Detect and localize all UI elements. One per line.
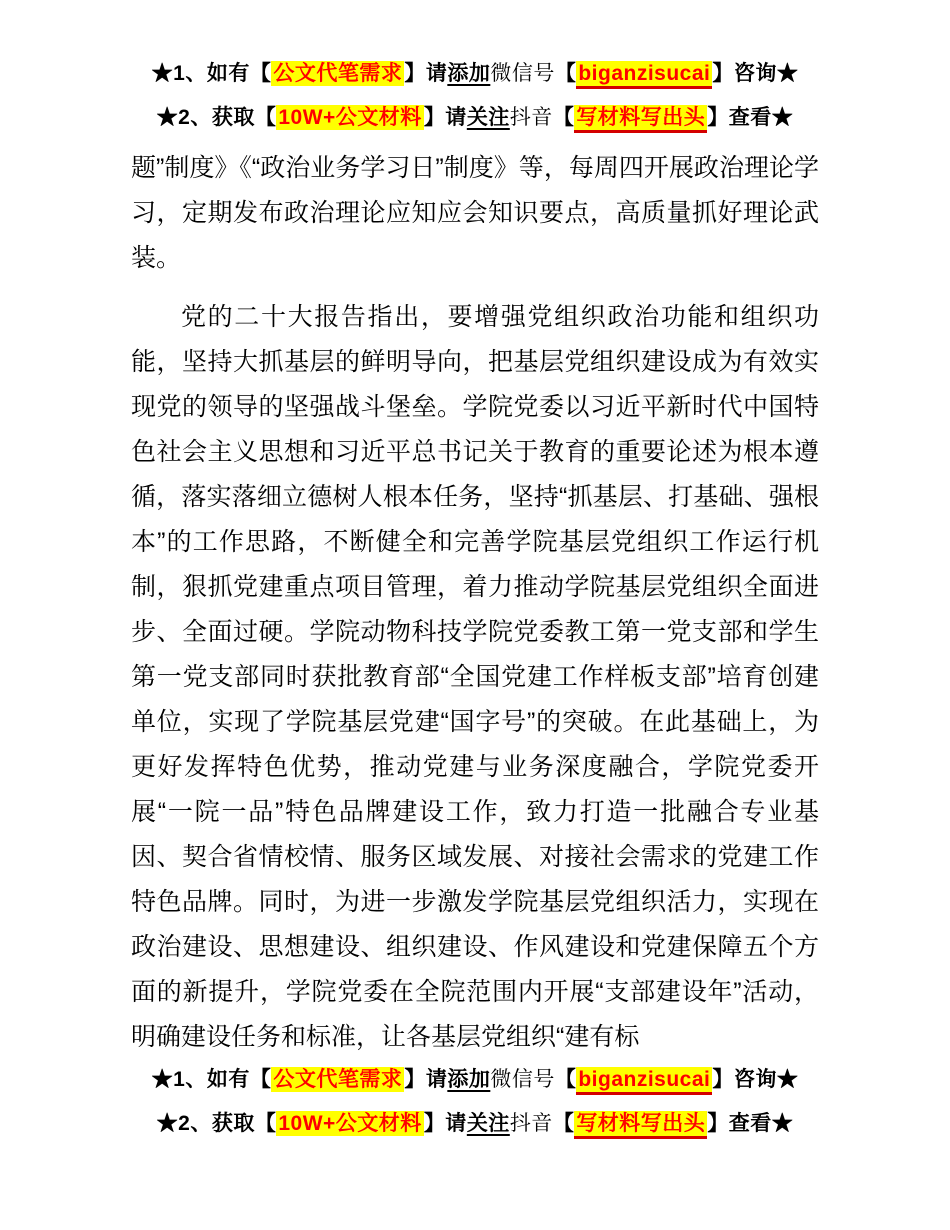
promo1-bracket-open: 【	[554, 1068, 577, 1091]
promo2-prefix: ★2、获取【	[156, 1112, 277, 1135]
promo-line-2	[0, 1110, 950, 1137]
promo2-douyin-label: 抖音	[509, 106, 553, 129]
promo1-add-underlined: 添加	[447, 62, 491, 85]
promo-line-1	[0, 1066, 950, 1093]
promo2-highlight-materials: 10W+公文材料	[278, 106, 422, 129]
promo2-suffix: 】查看★	[707, 106, 794, 129]
paragraph-main: 党的二十大报告指出，要增强党组织政治功能和组织功能，坚持大抓基层的鲜明导向，把基层党组织建设成为有效实现党的领导的坚强战斗堡垒。学院党委以习近平新时代中国特色社会主义思想和习近平总书记关于教育的重要论述为根本遵循，落实落细立德树人根本任务，坚持“抓基层、打基础、强根本”的工作思路，不断健全和完善学院基层党组织工作运行机制，狠抓党建重点项目管理，着力推动学院基层党组织全面进步、全面过硬。学院动物科技学院党委教工第一党支部和学生第一党支部同时获批教育部“全国党建工作样板支部”培育创建单位，实现了学院基层党建“国字号”的突破。在此基础上，为更好发挥特色优势，推动党建与业务深度融合，学院党委开展“一院一品”特色品牌建设工作，致力打造一批融合专业基因、契合省情校情、服务区域发展、对接社会需求的党建工作特色品牌。同时，为进一步激发学院基层党组织活力，实现在政治建设、思想建设、组织建设、作风建设和党建保障五个方面的新提升，学院党委在全院范围内开展“支部建设年”活动，明确建设任务和标准，让各基层党组织“建有标	[131, 303, 819, 1051]
paragraph-continuation: 题”制度》《“政治业务学习日”制度》等，每周四开展政治理论学习，定期发布政治理论应知应会知识要点，高质量抓好理论武装。	[131, 154, 819, 272]
promo2-highlight-account: 写材料写出头	[574, 1111, 707, 1139]
promo2-bracket-open: 【	[552, 1112, 575, 1135]
promo1-highlight-service: 公文代笔需求	[273, 1068, 403, 1091]
document-body	[131, 146, 819, 1058]
promo1-prefix: ★1、如有【	[151, 62, 272, 85]
promo2-follow-underlined: 关注	[466, 106, 510, 129]
promo2-bracket-close: 】请	[423, 1112, 467, 1135]
promo1-highlight-account: biganzisucai	[576, 61, 712, 89]
promo2-follow-underlined: 关注	[466, 1112, 510, 1135]
promo1-suffix: 】咨询★	[712, 62, 799, 85]
promo2-suffix: 】查看★	[707, 1112, 794, 1135]
promo-line-2	[0, 104, 950, 131]
promo2-highlight-materials: 10W+公文材料	[278, 1112, 422, 1135]
promo2-bracket-open: 【	[552, 106, 575, 129]
promo1-highlight-service: 公文代笔需求	[273, 62, 403, 85]
promo1-bracket-close: 】请	[404, 1068, 448, 1091]
promo1-add-underlined: 添加	[447, 1068, 491, 1091]
promo2-highlight-account: 写材料写出头	[574, 105, 707, 133]
promo-header	[0, 60, 950, 148]
promo1-prefix: ★1、如有【	[151, 1068, 272, 1091]
promo-line-1	[0, 60, 950, 87]
promo1-bracket-close: 】请	[404, 62, 448, 85]
promo1-suffix: 】咨询★	[712, 1068, 799, 1091]
promo1-bracket-open: 【	[554, 62, 577, 85]
promo2-bracket-close: 】请	[423, 106, 467, 129]
promo1-wechat-label: 微信号	[490, 1068, 555, 1091]
promo2-prefix: ★2、获取【	[156, 106, 277, 129]
promo-footer	[0, 1066, 950, 1154]
promo2-douyin-label: 抖音	[509, 1112, 553, 1135]
promo1-wechat-label: 微信号	[490, 62, 555, 85]
promo1-highlight-account: biganzisucai	[576, 1067, 712, 1095]
